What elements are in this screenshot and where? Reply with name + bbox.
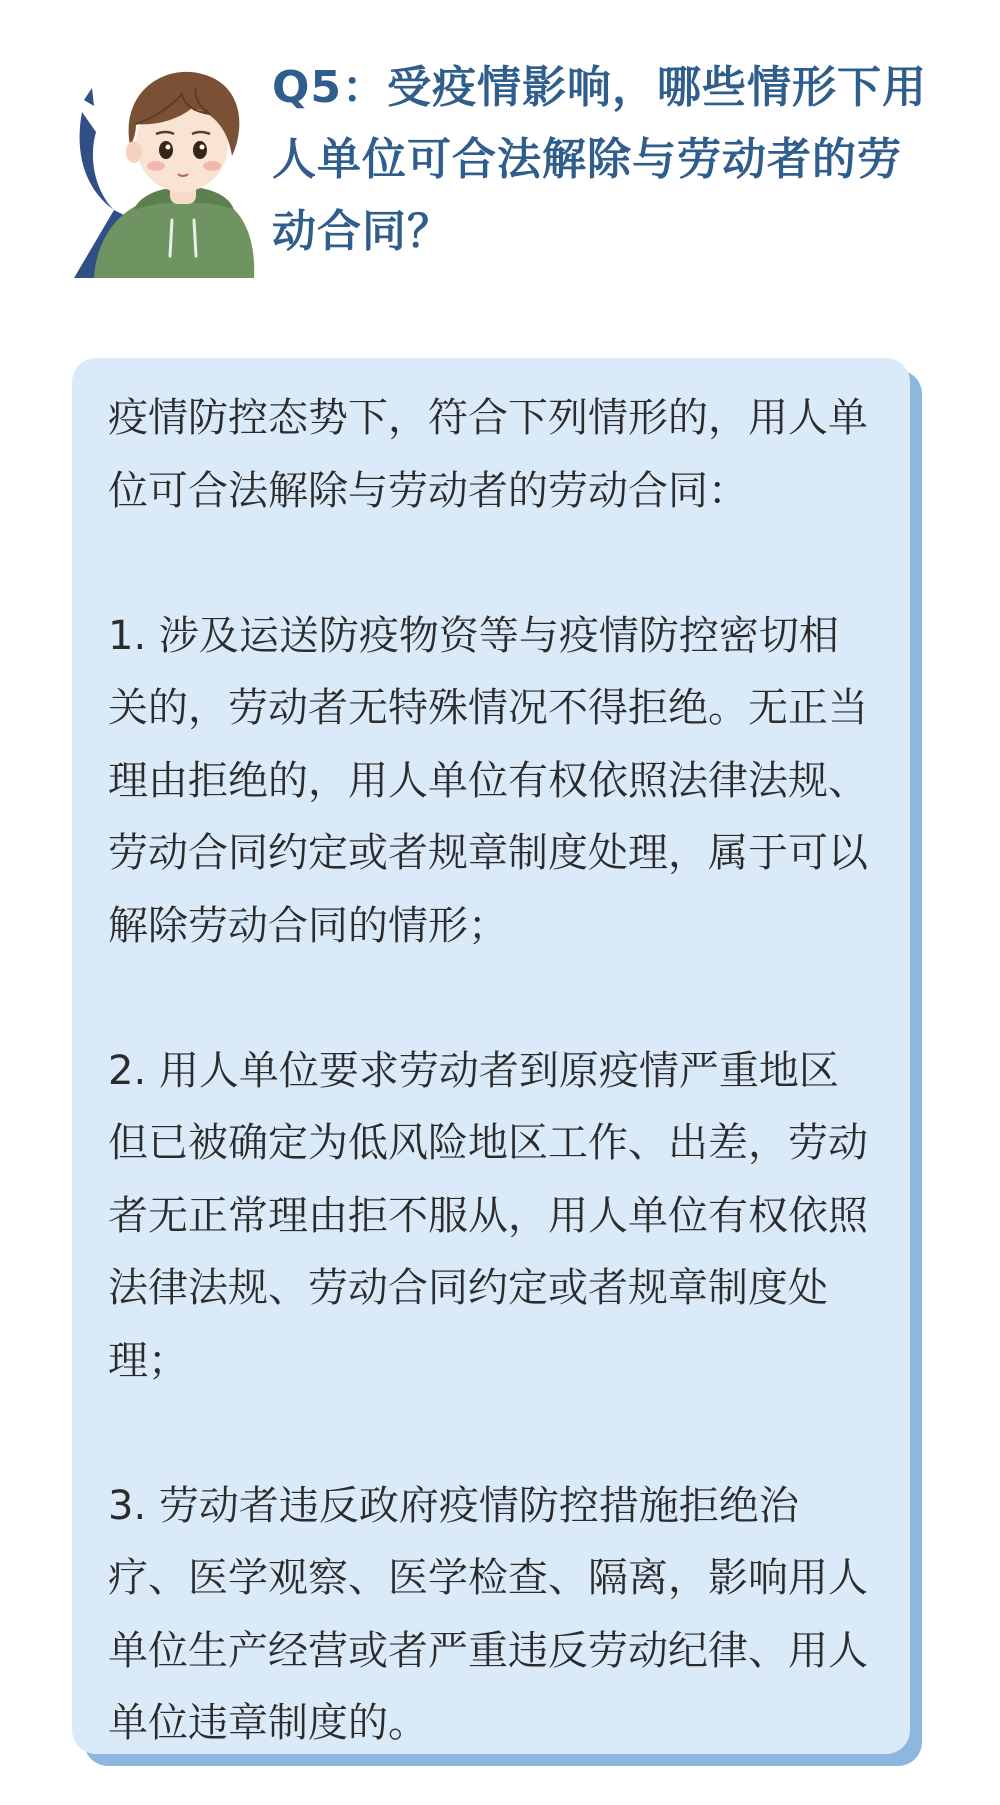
answer-body [108, 382, 878, 1760]
answer-item-1: 1. 涉及运送防疫物资等与疫情防控密切相关的，劳动者无特殊情况不得拒绝。无正当理由拒绝的，用人单位有权依照法律法规、劳动合同约定或者规章制度处理，属于可以解除劳动合同的情形； [108, 612, 868, 949]
answer-item-3: 3. 劳动者违反政府疫情防控措施拒绝治疗、医学观察、医学检查、隔离，影响用人单位生产经营或者严重违反劳动纪律、用人单位违章制度的。 [108, 1482, 868, 1746]
answer-item-2: 2. 用人单位要求劳动者到原疫情严重地区但已被确定为低风险地区工作、出差，劳动者无正常理由拒不服从，用人单位有权依照法律法规、劳动合同约定或者规章制度处理； [108, 1047, 868, 1384]
header [0, 0, 1000, 300]
avatar-illustration [74, 60, 264, 280]
answer-card [72, 358, 910, 1754]
question-title: Q5：受疫情影响，哪些情形下用人单位可合法解除与劳动者的劳动合同？ [272, 62, 928, 257]
answer-intro: 疫情防控态势下，符合下列情形的，用人单位可合法解除与劳动者的劳动合同： [108, 395, 868, 514]
